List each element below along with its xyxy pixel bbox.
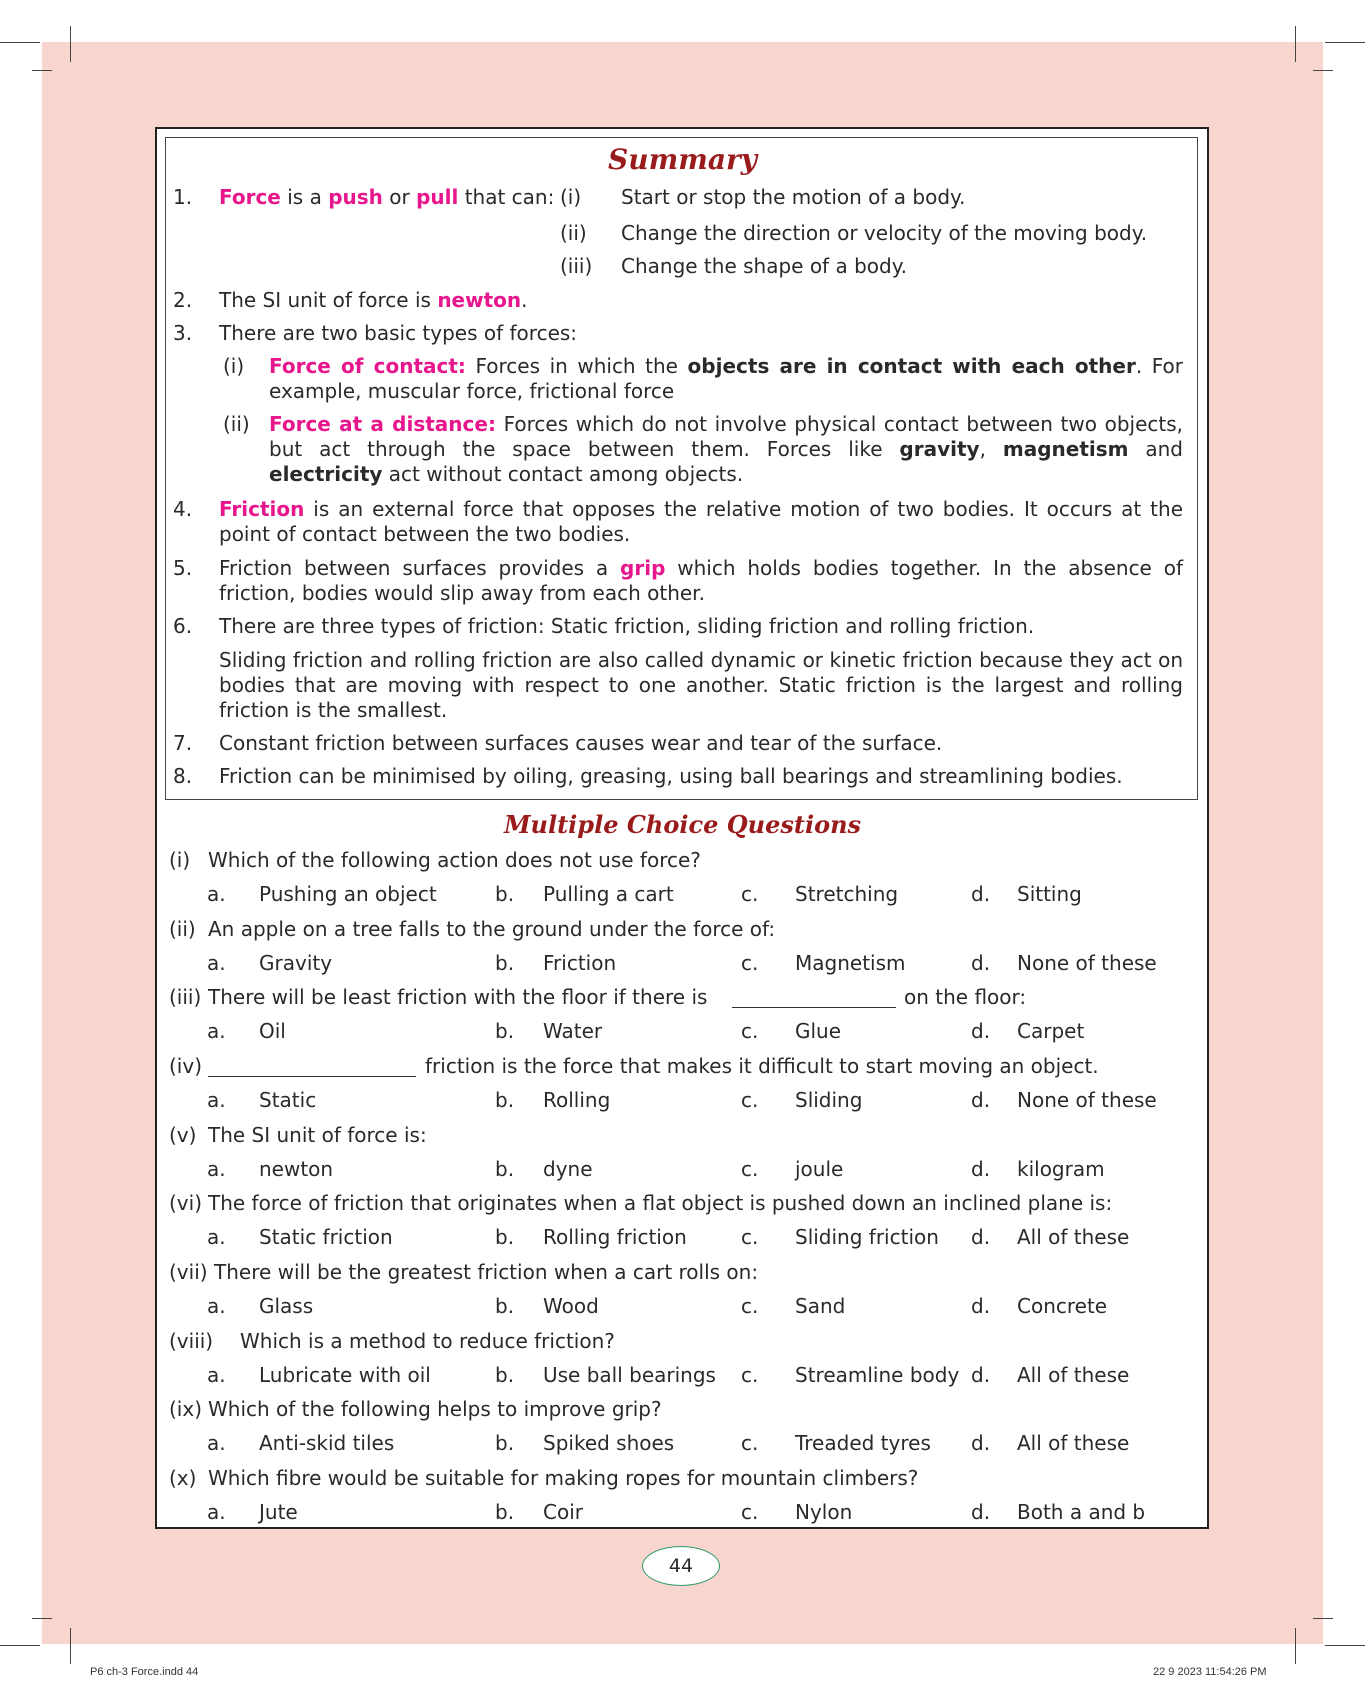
sub-label: (i) [560,185,582,209]
option-letter: a. [207,1500,226,1524]
option-text: Rolling [543,1088,611,1112]
option-text: All of these [1017,1431,1130,1455]
option-letter: a. [207,1363,226,1387]
option-text: Wood [543,1294,599,1318]
option-letter: c. [741,1363,759,1387]
option-letter: d. [971,1500,991,1524]
option-text: All of these [1017,1225,1130,1249]
sub-text: Change the shape of a body. [621,254,908,278]
option-text: Both a and b [1017,1500,1146,1524]
option-letter: c. [741,882,759,906]
crop-mark [1313,1618,1333,1619]
answer-blank [208,1054,416,1077]
option-text: dyne [543,1157,593,1181]
option-text: All of these [1017,1363,1130,1387]
question-text: Which of the following action does not use force? [208,848,701,872]
option-letter: b. [495,1431,515,1455]
footer-timestamp: 22 9 2023 11:54:26 PM [1153,1666,1267,1678]
option-letter: c. [741,1225,759,1249]
question-label: (vi) [169,1191,202,1215]
point-text: There are three types of friction: Static friction, sliding friction and rolling friction. [219,614,1035,638]
mcq-heading: Multiple Choice Questions [503,810,862,839]
point-number: 1. [173,185,193,209]
question-text: An apple on a tree falls to the ground under the force of: [208,917,776,941]
option-text: Glass [259,1294,314,1318]
option-text: Spiked shoes [543,1431,675,1455]
option-text: Anti-skid tiles [259,1431,395,1455]
question-text: The force of friction that originates when a flat object is pushed down an inclined plane is: [208,1191,1113,1215]
option-letter: d. [971,1019,991,1043]
option-text: None of these [1017,951,1157,975]
option-letter: a. [207,1431,226,1455]
question-label: (vii) [169,1260,208,1284]
option-text: Treaded tyres [795,1431,931,1455]
option-text: Sand [795,1294,846,1318]
point-number: 2. [173,288,193,312]
option-letter: c. [741,1157,759,1181]
crop-mark [32,1618,52,1619]
option-letter: a. [207,1157,226,1181]
question-text: friction is the force that makes it difficult to start moving an object. [425,1054,1099,1078]
option-letter: b. [495,1157,515,1181]
option-letter: b. [495,1088,515,1112]
option-letter: b. [495,1225,515,1249]
question-label: (iii) [169,985,202,1009]
sub-label: (iii) [560,254,593,278]
option-letter: b. [495,882,515,906]
option-letter: c. [741,1431,759,1455]
option-letter: b. [495,1500,515,1524]
point-text-continued: Sliding friction and rolling friction are also called dynamic or kinetic friction because they act on bodies that are moving with respect to one another. Static friction is the largest and rolling friction is the smallest. [219,648,1183,722]
point-number: 3. [173,321,193,345]
option-text: Jute [259,1500,298,1524]
question-text: The SI unit of force is: [208,1123,427,1147]
question-label: (i) [169,848,191,872]
sub-text: Change the direction or velocity of the moving body. [621,221,1148,245]
option-text: Sliding [795,1088,863,1112]
option-text: Water [543,1019,603,1043]
option-text: Sitting [1017,882,1082,906]
option-letter: d. [971,1294,991,1318]
option-letter: d. [971,1225,991,1249]
question-label: (ii) [169,917,196,941]
option-letter: a. [207,1225,226,1249]
force-at-distance-text: Force at a distance: Forces which do not involve physical contact between two objects, but act through the space between them. Forces like gravity, magnetism and electricity act without contact among objects. [269,412,1184,486]
question-text: Which of the following helps to improve grip? [208,1397,662,1421]
point-text: Friction can be minimised by oiling, greasing, using ball bearings and streamlining bodies. [219,764,1123,788]
option-letter: d. [971,882,991,906]
option-letter: a. [207,1294,226,1318]
crop-mark [1295,1628,1296,1664]
option-letter: a. [207,1088,226,1112]
option-text: joule [795,1157,844,1181]
option-letter: c. [741,1294,759,1318]
option-letter: a. [207,951,226,975]
point-text: Friction is an external force that opposes the relative motion of two bodies. It occurs at the point of contact between the two bodies. [219,497,1183,546]
crop-mark [0,42,40,43]
option-letter: c. [741,1500,759,1524]
option-letter: c. [741,1088,759,1112]
option-text: Magnetism [795,951,906,975]
point-number: 4. [173,497,193,521]
point-text: Force is a push or pull that can: [219,185,555,209]
option-text: Nylon [795,1500,853,1524]
point-number: 8. [173,764,193,788]
option-text: Pulling a cart [543,882,674,906]
point-number: 7. [173,731,193,755]
answer-blank [732,985,896,1008]
option-text: newton [259,1157,334,1181]
point-number: 5. [173,556,193,580]
page-number-badge: 44 [642,1546,720,1586]
question-label: (x) [169,1466,197,1490]
option-letter: b. [495,951,515,975]
option-letter: d. [971,1157,991,1181]
question-text: There will be least friction with the floor if there is [208,985,708,1009]
point-text: Constant friction between surfaces causes wear and tear of the surface. [219,731,943,755]
sub-label: (ii) [223,412,250,436]
option-text: Carpet [1017,1019,1085,1043]
crop-mark [1313,70,1333,71]
option-letter: a. [207,1019,226,1043]
crop-mark [70,26,71,62]
option-letter: c. [741,951,759,975]
option-text: Rolling friction [543,1225,687,1249]
option-text: None of these [1017,1088,1157,1112]
footer-file-name: P6 ch-3 Force.indd 44 [90,1666,199,1678]
option-text: Oil [259,1019,286,1043]
sub-text: Start or stop the motion of a body. [621,185,966,209]
option-text: Sliding friction [795,1225,939,1249]
option-letter: d. [971,951,991,975]
option-text: kilogram [1017,1157,1105,1181]
option-letter: d. [971,1363,991,1387]
option-text: Static [259,1088,317,1112]
force-of-contact-text: Force of contact: Forces in which the objects are in contact with each other. For example, muscular force, frictional force [269,354,1184,403]
question-label: (iv) [169,1054,202,1078]
crop-mark [1325,1645,1365,1646]
option-text: Coir [543,1500,583,1524]
option-text: Static friction [259,1225,393,1249]
question-text: on the floor: [904,985,1027,1009]
option-letter: b. [495,1019,515,1043]
option-text: Friction [543,951,617,975]
option-letter: c. [741,1019,759,1043]
question-text: Which is a method to reduce friction? [240,1329,615,1353]
crop-mark [70,1628,71,1664]
option-text: Gravity [259,951,333,975]
option-text: Lubricate with oil [259,1363,431,1387]
option-letter: d. [971,1431,991,1455]
option-text: Stretching [795,882,899,906]
point-text: Friction between surfaces provides a grip which holds bodies together. In the absence of friction, bodies would slip away from each other. [219,556,1183,605]
question-label: (viii) [169,1329,214,1353]
crop-mark [1325,42,1365,43]
crop-mark [1295,26,1296,62]
option-text: Pushing an object [259,882,437,906]
point-text: The SI unit of force is newton. [219,288,528,312]
crop-mark [32,70,52,71]
question-text: Which fibre would be suitable for making ropes for mountain climbers? [208,1466,919,1490]
point-text: There are two basic types of forces: [219,321,578,345]
crop-mark [0,1645,40,1646]
question-text: There will be the greatest friction when a cart rolls on: [214,1260,759,1284]
option-letter: b. [495,1294,515,1318]
question-label: (v) [169,1123,197,1147]
option-text: Use ball bearings [543,1363,716,1387]
question-label: (ix) [169,1397,202,1421]
summary-heading: Summary [608,143,757,176]
option-letter: d. [971,1088,991,1112]
sub-label: (ii) [560,221,587,245]
sub-label: (i) [223,354,245,378]
option-text: Streamline body [795,1363,960,1387]
option-letter: b. [495,1363,515,1387]
option-text: Glue [795,1019,842,1043]
option-text: Concrete [1017,1294,1108,1318]
point-number: 6. [173,614,193,638]
option-letter: a. [207,882,226,906]
